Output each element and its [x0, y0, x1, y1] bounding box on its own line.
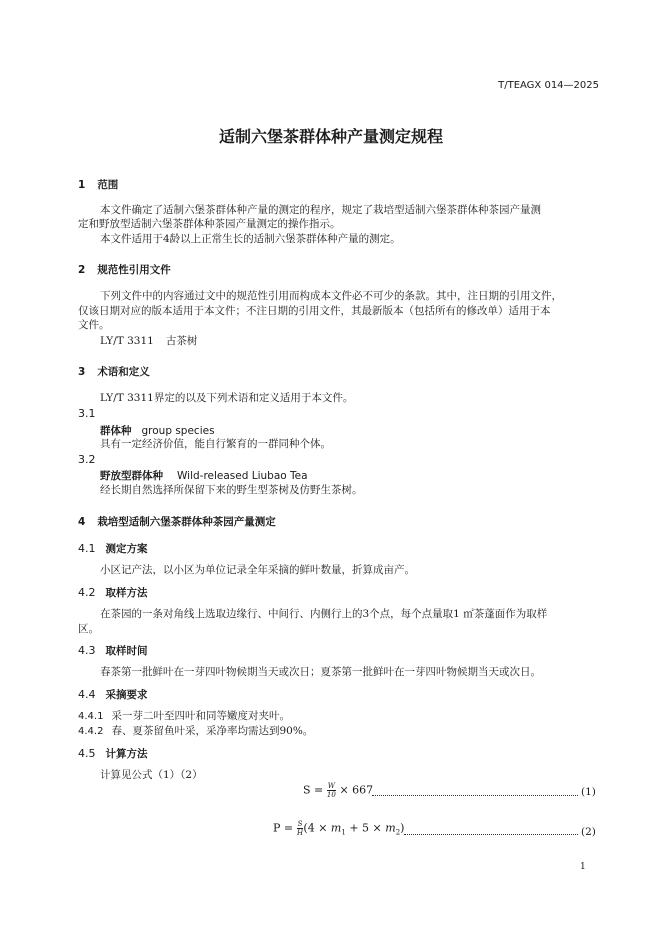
section-number: 2 [78, 264, 86, 276]
section-title: 栽培型适制六堡茶群体种茶园产量测定 [97, 516, 276, 528]
section-2-heading [78, 262, 171, 277]
section-number: 3 [78, 366, 86, 378]
formula-tag: (1) [581, 786, 596, 798]
formula-2: P = $\frac{S}{H}$ $(4 \times m_1 + 5 \times m_2)$ [273, 820, 405, 837]
paragraph-line: 仅该日期对应的版本适用于本文件；不注日期的引用文件，其最新版本（包括所有的修改单）适用于本 [78, 305, 551, 317]
paragraph-line: LY/T 3311界定的以及下列术语和定义适用于本文件。 [100, 392, 354, 404]
term-name: 野放型群体种 [100, 470, 163, 482]
term-english: Wild-released Liubao Tea [177, 470, 308, 482]
section-title: 术语和定义 [97, 366, 150, 378]
subsection-4-2-heading [78, 585, 148, 600]
subsection-number: 4.4 [78, 688, 96, 701]
term-entry [100, 423, 215, 438]
subsection-number: 4.5 [78, 747, 96, 760]
paragraph-line: 下列文件中的内容通过文中的规范性引用而构成本文件必不可少的条款。其中，注日期的引用文件， [100, 290, 562, 302]
clause-text: 春、夏茶留鱼叶采，采净率均需达到90%。 [111, 725, 314, 737]
reference-code: LY/T 3311 [100, 335, 154, 347]
section-1-heading [78, 177, 118, 192]
subsection-number: 4.2 [78, 586, 96, 599]
subsection-number: 4.1 [78, 542, 96, 555]
formula-fraction: $\frac{W}{10}$ [326, 782, 336, 799]
clause-4-4-1 [78, 709, 290, 724]
paragraph-line: 定和野放型适制六堡茶群体种茶园产量测定的操作指示。 [78, 218, 341, 230]
paragraph-line: 小区记产法，以小区为单位记录全年采摘的鲜叶数量，折算成亩产。 [100, 564, 415, 576]
normative-reference [100, 334, 197, 348]
formula-leader-dots [404, 834, 578, 835]
section-number: 1 [78, 179, 86, 191]
paragraph-line: 春茶第一批鲜叶在一芽四叶物候期当天或次日；夏茶第一批鲜叶在一芽四叶物候期当天或次日。 [100, 666, 541, 678]
term-number: 3.1 [78, 407, 96, 420]
term-entry [100, 468, 308, 483]
subsection-title: 采摘要求 [105, 689, 148, 701]
section-title: 规范性引用文件 [97, 264, 171, 276]
paragraph-line: 本文件适用于4龄以上正常生长的适制六堡茶群体种产量的测定。 [100, 233, 401, 245]
subsection-title: 取样方法 [105, 587, 148, 599]
standard-number: T/TEAGX 014—2025 [498, 80, 599, 91]
paragraph-line: 区。 [78, 623, 99, 635]
paragraph-line: 文件。 [78, 319, 110, 331]
term-english: group species [141, 425, 215, 437]
formula-tag: (2) [581, 826, 596, 838]
subsection-title: 测定方案 [105, 543, 148, 555]
subsection-4-3-heading [78, 643, 148, 658]
formula-lhs: S [303, 783, 311, 797]
paragraph-line: 本文件确定了适制六堡茶群体种产量的测定的程序，规定了栽培型适制六堡茶群体种茶园产量测 [100, 204, 541, 216]
paragraph-line: 在茶园的一条对角线上选取边缘行、中间行、内侧行上的3个点，每个点量取1 ㎡茶蓬面作为取样 [100, 608, 548, 620]
section-title: 范围 [97, 179, 119, 191]
clause-number: 4.4.2 [78, 726, 104, 737]
section-number: 4 [78, 516, 86, 528]
subsection-4-4-heading [78, 687, 148, 702]
formula-1 [303, 782, 373, 799]
formula-leader-dots [372, 795, 578, 796]
subsection-title: 取样时间 [105, 645, 148, 657]
formula-equals: = [314, 783, 324, 797]
clause-text: 采一芽二叶至四叶和同等嫩度对夹叶。 [111, 710, 290, 722]
section-3-heading [78, 364, 150, 379]
reference-title: 古茶树 [165, 335, 198, 347]
subsection-4-5-heading [78, 746, 148, 761]
clause-number: 4.4.1 [78, 711, 104, 722]
subsection-number: 4.3 [78, 644, 96, 657]
section-4-heading [78, 514, 276, 529]
formula-equals: = [283, 821, 294, 835]
formula-fraction: $\frac{S}{H}$ [296, 820, 304, 837]
clause-4-4-2 [78, 724, 313, 739]
page-title: 适制六堡茶群体种产量测定规程 [218, 127, 443, 146]
paragraph-line: 计算见公式（1）（2） [100, 769, 203, 781]
term-definition: 具有一定经济价值，能自行繁育的一群同种个体。 [100, 438, 331, 450]
term-name: 群体种 [100, 425, 132, 437]
formula-lhs: P [273, 821, 281, 835]
formula-rest: × 667 [339, 783, 374, 797]
subsection-4-1-heading [78, 541, 148, 556]
term-number: 3.2 [78, 453, 96, 466]
subsection-title: 计算方法 [105, 748, 148, 760]
page-number: 1 [580, 862, 586, 872]
term-definition: 经长期自然选择所保留下来的野生型茶树及仿野生茶树。 [100, 484, 363, 496]
